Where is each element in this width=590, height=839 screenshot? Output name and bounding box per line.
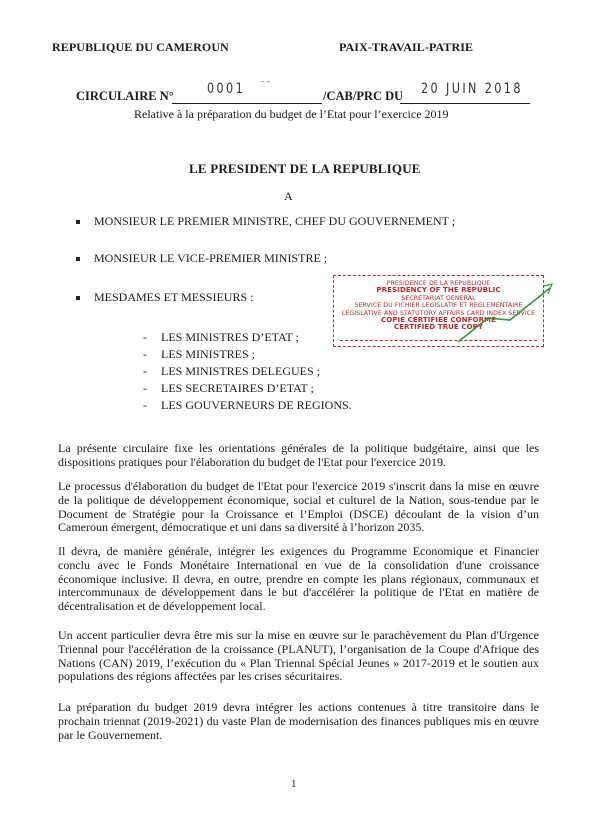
sub-recipient-item: LES MINISTRES DELEGUES ;	[161, 364, 320, 378]
sub-recipient-item: LES GOUVERNEURS DE REGIONS.	[161, 398, 352, 412]
dash-icon: -	[143, 330, 147, 344]
date-underline	[400, 103, 530, 104]
sub-recipient-item: LES MINISTRES ;	[161, 347, 256, 361]
stamp-line: COPIE CERTIFIEE CONFORME	[380, 316, 497, 325]
dash-icon: -	[143, 398, 147, 412]
bullet-square-icon	[76, 257, 80, 261]
recipient-item: MONSIEUR LE VICE-PREMIER MINISTRE ;	[94, 251, 328, 265]
body-paragraph: Le processus d'élaboration du budget de l'Etat pour l'exercice 2019 s'inscrit dans la mise en œuvre de la politique de développement économique, social et culturel de la Nation, sous-tendue par le Document de Stratégie pour la Croissance et l’Emploi (DSCE) découlant de la vision d’un Cameroun émergent, démocratique et uni dans sa diversité à l’horizon 2035.	[58, 479, 539, 535]
body-paragraph: Il devra, de manière générale, intégrer les exigences du Programme Economique et Financier conclu avec le Fonds Monétaire International en vue de la consolidation d'une croissance économique inclusive. Il devra, en outre, prendre en compte les plans régionaux, communaux et intercommunaux de développement dans le but d'accélérer la politique de l'Etat en matière de décentralisation et de développement local.	[58, 544, 539, 614]
number-underline	[172, 103, 322, 104]
bullet-square-icon	[76, 220, 80, 224]
dash-icon: -	[143, 347, 147, 361]
motto-header: PAIX-TRAVAIL-PATRIE	[339, 40, 474, 54]
checkmark-signature-icon	[440, 280, 560, 350]
circular-label: CIRCULAIRE N°	[76, 89, 174, 103]
sub-recipient-item: LES MINISTRES D’ETAT ;	[161, 330, 299, 344]
stamp-line: LEGISLATIVE AND STATUTORY AFFAIRS CARD INDEX SERVICE	[341, 309, 536, 317]
stamp-line: CERTIFIED TRUE COPY	[393, 323, 484, 332]
stamp-line: PRESIDENCY OF THE REPUBLIC	[376, 286, 501, 295]
country-header: REPUBLIQUE DU CAMEROUN	[52, 40, 229, 54]
stamp-line: SECRETARIAT GENERAL	[401, 294, 476, 302]
page-number: 1	[291, 778, 297, 790]
number-scribble-icon: ˉ ˉ	[261, 80, 271, 91]
body-paragraph: Un accent particulier devra être mis sur la mise en œuvre sur le parachèvement du Plan d'Urgence Triennal pour l'accélération de la croissance (PLANUT), l’organisation de la Coupe d'Afrique des Nations (CAN) 2019, l’exécution du « Plan Triennal Spécial Jeunes » 2017-2019 et le soutien aux populations des régions affectées par les crises sécuritaires.	[58, 628, 539, 684]
circular-date: 20 JUIN 2018	[421, 81, 523, 97]
body-paragraph: La préparation du budget 2019 devra intégrer les actions contenues à titre transitoire dans le prochain triennat (2019-2021) du vaste Plan de modernisation des finances publiques mis en œuvre par le Gouvernement.	[58, 700, 539, 742]
body-paragraph: La présente circulaire fixe les orientations générales de la politique budgétaire, ainsi que les dispositions pratiques pour l'élaboration du budget de l'Etat pour l'exercice 2019.	[58, 441, 539, 469]
page-title: LE PRESIDENT DE LA REPUBLIQUE	[189, 161, 421, 176]
circular-ref-label: /CAB/PRC DU	[323, 89, 404, 103]
addressee-a: A	[284, 189, 293, 203]
dash-icon: -	[143, 364, 147, 378]
recipient-item: MESDAMES ET MESSIEURS :	[94, 290, 254, 304]
stamp-line: SERVICE DU FICHIER LEGISLATIF ET REGLEMENTAIRE	[354, 302, 523, 310]
sub-recipient-item: LES SECRETAIRES D’ETAT ;	[161, 381, 314, 395]
bullet-square-icon	[76, 296, 80, 300]
dash-icon: -	[143, 381, 147, 395]
circular-subject: Relative à la préparation du budget de l’Etat pour l’exercice 2019	[134, 107, 449, 121]
stamp-line: PRESIDENCE DE LA REPUBLIQUE	[386, 280, 491, 287]
circular-number: 0001	[207, 81, 246, 97]
recipient-item: MONSIEUR LE PREMIER MINISTRE, CHEF DU GOUVERNEMENT ;	[94, 214, 456, 228]
